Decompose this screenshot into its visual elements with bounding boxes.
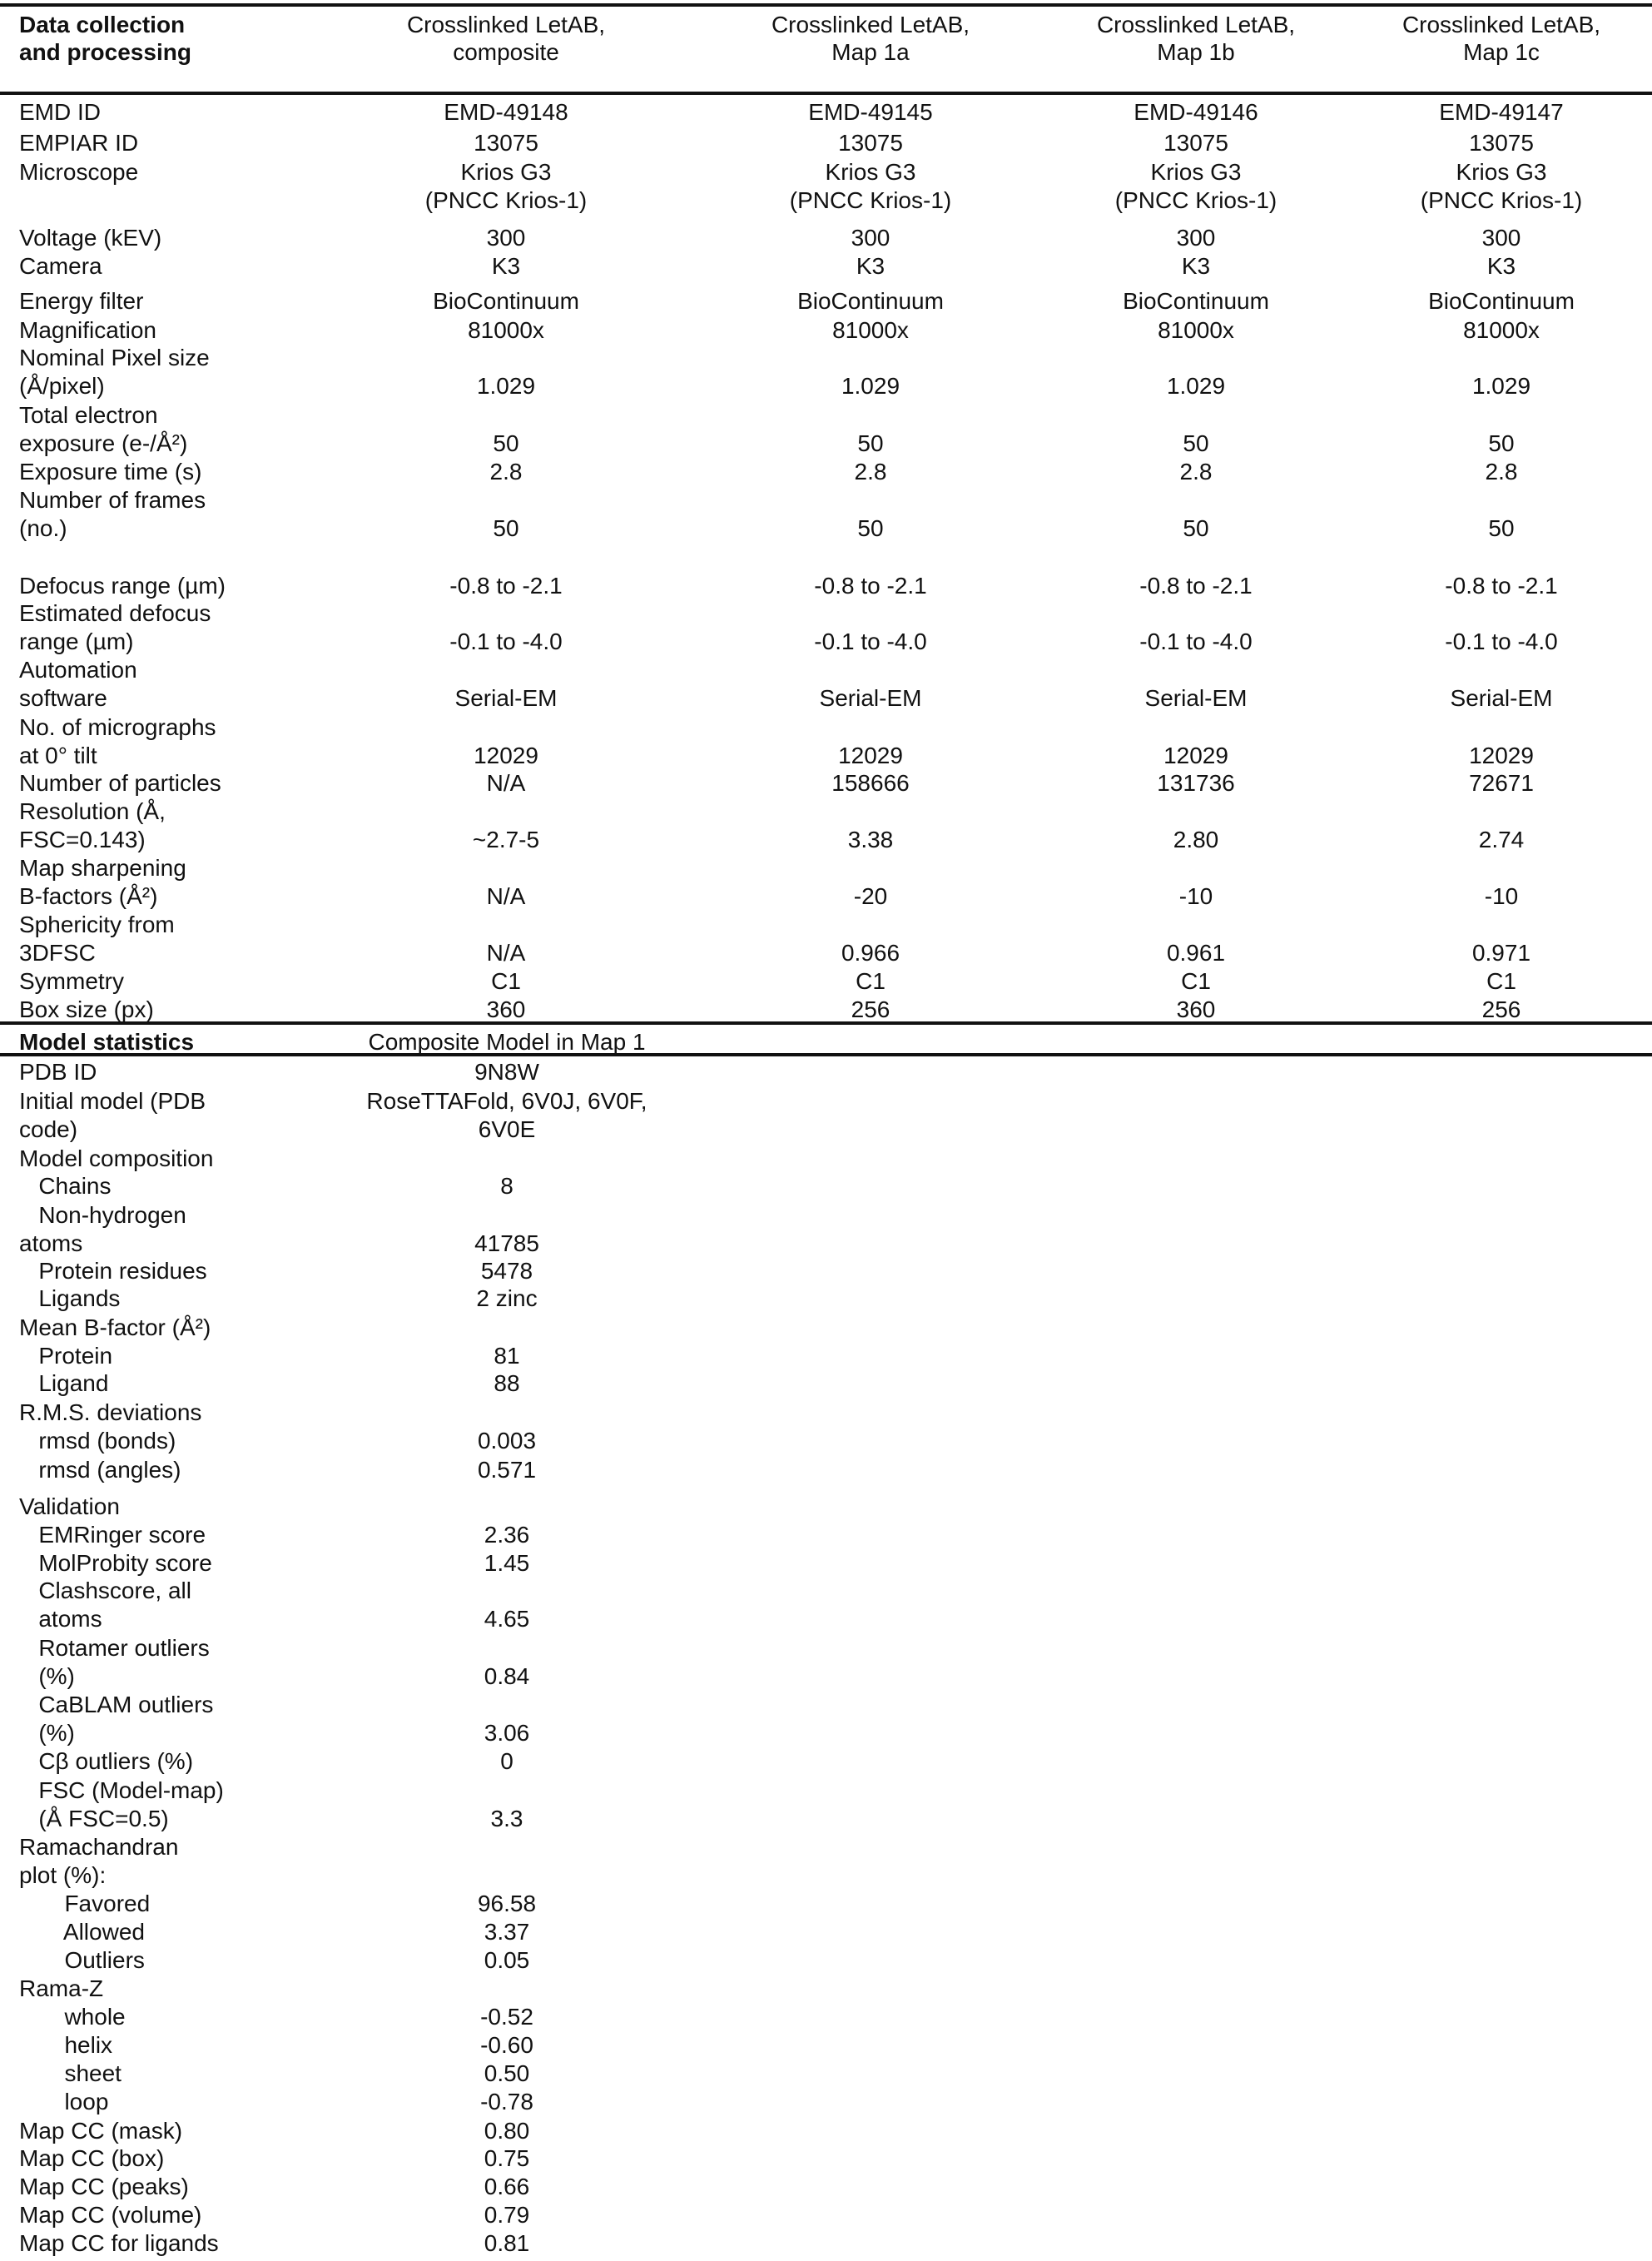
cell-value: Serial-EM: [1450, 685, 1553, 711]
row-label: Ramachandran: [19, 1834, 179, 1860]
cell-value: 88: [494, 1370, 520, 1396]
cell-value: K3: [1181, 253, 1211, 279]
cell-value: 72671: [1469, 770, 1534, 796]
cell-value: 8: [500, 1173, 513, 1199]
cell-value: 3.06: [484, 1720, 530, 1746]
cell-value: 50: [1183, 430, 1209, 456]
row-label: EMD ID: [19, 99, 101, 125]
cell-value: -0.1 to -4.0: [814, 629, 927, 654]
row-label: helix: [19, 2032, 113, 2058]
cell-value: (PNCC Krios-1): [789, 187, 952, 213]
cell-value: K3: [856, 253, 886, 279]
cell-value: -0.8 to -2.1: [1139, 573, 1253, 599]
row-label: (Å FSC=0.5): [19, 1806, 169, 1831]
row-label: atoms: [19, 1606, 102, 1632]
row-label: Favored: [19, 1891, 151, 1916]
cell-value: 13075: [838, 130, 903, 156]
cell-value: BioContinuum: [1123, 288, 1269, 314]
cell-value: 13075: [1469, 130, 1534, 156]
section-rule-bottom: [0, 1053, 1652, 1056]
row-label: code): [19, 1116, 78, 1142]
cell-value: -0.8 to -2.1: [814, 573, 927, 599]
row-label: (Å/pixel): [19, 373, 105, 399]
cell-value: N/A: [486, 770, 526, 796]
cell-value: 13075: [1163, 130, 1228, 156]
row-label: Box size (px): [19, 996, 154, 1022]
row-label: EMRinger score: [19, 1522, 206, 1548]
row-label: range (µm): [19, 629, 134, 654]
row-label: rmsd (angles): [19, 1457, 181, 1483]
cell-value: 1.029: [1471, 373, 1531, 399]
section-title-data-collection: and processing: [19, 39, 191, 65]
cell-value: 12029: [838, 743, 903, 768]
cell-value: BioContinuum: [797, 288, 944, 314]
section-title-model-statistics: Model statistics: [19, 1029, 195, 1055]
cell-value: 1.029: [476, 373, 536, 399]
row-label: Sphericity from: [19, 912, 175, 937]
row-label: (%): [19, 1720, 75, 1746]
row-label: Symmetry: [19, 968, 124, 994]
row-label: Resolution (Å,: [19, 798, 166, 824]
row-label: Number of particles: [19, 770, 221, 796]
row-label: plot (%):: [19, 1862, 107, 1888]
row-label: CaBLAM outliers: [19, 1692, 214, 1717]
cell-value: C1: [856, 968, 886, 994]
cell-value: 0.003: [477, 1428, 537, 1454]
row-label: FSC=0.143): [19, 827, 146, 852]
cell-value: C1: [491, 968, 521, 994]
cell-value: 50: [1183, 515, 1209, 541]
row-label: Mean B-factor (Å²): [19, 1314, 211, 1340]
cell-value: 0.966: [841, 940, 900, 966]
cell-value: C1: [1486, 968, 1516, 994]
cell-value: 0.50: [484, 2060, 530, 2086]
row-label: Automation: [19, 657, 137, 683]
cell-value: 96.58: [477, 1891, 537, 1916]
row-label: Map CC for ligands: [19, 2230, 219, 2256]
row-label: Voltage (kEV): [19, 225, 162, 251]
cell-value: 12029: [474, 743, 538, 768]
cell-value: Krios G3: [825, 159, 916, 185]
cell-value: 300: [1481, 225, 1521, 251]
row-label: Exposure time (s): [19, 459, 202, 484]
row-label: Cβ outliers (%): [19, 1748, 194, 1774]
row-label: Model composition: [19, 1145, 214, 1171]
cell-value: 50: [857, 515, 884, 541]
column-header: composite: [453, 39, 559, 65]
header-rule: [0, 92, 1652, 95]
cell-value: 81000x: [468, 317, 544, 343]
column-header: Map 1b: [1157, 39, 1235, 65]
cell-value: 0.05: [484, 1947, 530, 1973]
row-label: at 0° tilt: [19, 743, 97, 768]
cell-value: Serial-EM: [1144, 685, 1248, 711]
cell-value: 50: [1488, 515, 1515, 541]
row-label: EMPIAR ID: [19, 130, 139, 156]
row-label: FSC (Model-map): [19, 1777, 224, 1803]
row-label: (no.): [19, 515, 67, 541]
cell-value: 50: [493, 430, 519, 456]
cell-value: EMD-49147: [1439, 99, 1564, 125]
cell-value: 300: [1176, 225, 1216, 251]
cell-value: 0.75: [484, 2145, 530, 2171]
cell-value: 2.74: [1478, 827, 1525, 852]
cell-value: 3.38: [847, 827, 894, 852]
cell-value: 81000x: [1158, 317, 1234, 343]
row-label: PDB ID: [19, 1059, 97, 1085]
cell-value: 2.80: [1173, 827, 1219, 852]
model-column-header: Composite Model in Map 1: [368, 1029, 646, 1055]
cell-value: -10: [1484, 883, 1519, 909]
cell-value: BioContinuum: [433, 288, 579, 314]
row-label: (%): [19, 1663, 75, 1689]
cell-value: 5478: [480, 1258, 533, 1284]
row-label: atoms: [19, 1230, 83, 1256]
cell-value: Krios G3: [1456, 159, 1547, 185]
cell-value: -0.52: [480, 2004, 533, 2030]
cell-value: 0.961: [1166, 940, 1226, 966]
cell-value: Serial-EM: [819, 685, 922, 711]
cell-value: -0.8 to -2.1: [1445, 573, 1558, 599]
row-label: rmsd (bonds): [19, 1428, 176, 1454]
cell-value: 0.66: [484, 2174, 530, 2199]
cell-value: (PNCC Krios-1): [424, 187, 588, 213]
cell-value: N/A: [486, 940, 526, 966]
cell-value: 0: [500, 1748, 513, 1774]
column-header: Map 1c: [1463, 39, 1540, 65]
row-label: Ligands: [19, 1285, 121, 1311]
row-label: sheet: [19, 2060, 122, 2086]
row-label: Map CC (box): [19, 2145, 165, 2171]
row-label: 3DFSC: [19, 940, 96, 966]
cell-value: -0.60: [480, 2032, 533, 2058]
column-header: Crosslinked LetAB,: [1401, 12, 1601, 37]
cell-value: -0.1 to -4.0: [1139, 629, 1253, 654]
row-label: Outliers: [19, 1947, 145, 1973]
row-label: loop: [19, 2089, 109, 2114]
row-label: Allowed: [19, 1919, 145, 1945]
row-label: Rama-Z: [19, 1975, 104, 2001]
cell-value: 2.8: [1485, 459, 1518, 484]
cell-value: 300: [851, 225, 890, 251]
cell-value: 50: [857, 430, 884, 456]
cell-value: 0.81: [484, 2230, 530, 2256]
row-label: MolProbity score: [19, 1550, 212, 1576]
cell-value: (PNCC Krios-1): [1114, 187, 1277, 213]
cell-value: 256: [1481, 996, 1521, 1022]
cell-value: 256: [851, 996, 890, 1022]
column-header: Map 1a: [831, 39, 910, 65]
cell-value: 2.8: [854, 459, 887, 484]
cell-value: 6V0E: [478, 1116, 536, 1142]
column-header: Crosslinked LetAB,: [406, 12, 606, 37]
cell-value: C1: [1181, 968, 1211, 994]
column-header: Crosslinked LetAB,: [1096, 12, 1296, 37]
cell-value: 1.029: [841, 373, 900, 399]
cell-value: ~2.7-5: [472, 827, 540, 852]
row-label: Rotamer outliers: [19, 1635, 210, 1661]
cell-value: 158666: [831, 770, 910, 796]
row-label: Total electron: [19, 402, 158, 428]
row-label: Map CC (volume): [19, 2202, 202, 2228]
cell-value: Krios G3: [460, 159, 552, 185]
cell-value: 0.79: [484, 2202, 530, 2228]
cell-value: 0.84: [484, 1663, 530, 1689]
row-label: whole: [19, 2004, 126, 2030]
cell-value: 81: [494, 1343, 520, 1369]
row-label: Protein residues: [19, 1258, 207, 1284]
cell-value: (PNCC Krios-1): [1420, 187, 1583, 213]
row-label: Microscope: [19, 159, 139, 185]
row-label: No. of micrographs: [19, 714, 216, 740]
cell-value: 81000x: [1463, 317, 1540, 343]
row-label: Ligand: [19, 1370, 109, 1396]
row-label: Number of frames: [19, 487, 206, 513]
cell-value: EMD-49146: [1134, 99, 1258, 125]
cell-value: Serial-EM: [454, 685, 558, 711]
cell-value: RoseTTAFold, 6V0J, 6V0F,: [366, 1088, 647, 1114]
row-label: Camera: [19, 253, 102, 279]
cell-value: 50: [1488, 430, 1515, 456]
cell-value: BioContinuum: [1428, 288, 1575, 314]
row-label: exposure (e-/Å²): [19, 430, 188, 456]
cell-value: 1.029: [1166, 373, 1226, 399]
row-label: B-factors (Å²): [19, 883, 158, 909]
cell-value: 2.36: [484, 1522, 530, 1548]
cell-value: 2.8: [489, 459, 523, 484]
row-label: R.M.S. deviations: [19, 1399, 202, 1425]
cell-value: 9N8W: [474, 1059, 539, 1085]
cell-value: 0.571: [477, 1457, 537, 1483]
cell-value: 12029: [1469, 743, 1534, 768]
section-title-data-collection: Data collection: [19, 12, 186, 37]
row-label: Map CC (mask): [19, 2118, 183, 2144]
top-rule: [0, 3, 1652, 7]
cell-value: 4.65: [484, 1606, 530, 1632]
cell-value: -0.1 to -4.0: [1445, 629, 1558, 654]
row-label: Defocus range (µm): [19, 573, 226, 599]
column-header: Crosslinked LetAB,: [771, 12, 970, 37]
cell-value: -0.8 to -2.1: [449, 573, 563, 599]
row-label: Protein: [19, 1343, 113, 1369]
row-label: Energy filter: [19, 288, 144, 314]
cell-value: 1.45: [484, 1550, 530, 1576]
cell-value: 2 zinc: [476, 1285, 538, 1311]
cell-value: -20: [853, 883, 888, 909]
cell-value: -0.1 to -4.0: [449, 629, 563, 654]
cell-value: -10: [1178, 883, 1213, 909]
cell-value: 360: [486, 996, 526, 1022]
cell-value: 2.8: [1179, 459, 1213, 484]
row-label: Validation: [19, 1493, 120, 1519]
cell-value: Krios G3: [1150, 159, 1242, 185]
cell-value: 300: [486, 225, 526, 251]
row-label: Magnification: [19, 317, 156, 343]
cell-value: 81000x: [832, 317, 909, 343]
row-label: Clashscore, all: [19, 1578, 191, 1603]
row-label: Initial model (PDB: [19, 1088, 206, 1114]
cell-value: 131736: [1157, 770, 1235, 796]
cell-value: K3: [1486, 253, 1516, 279]
row-label: Chains: [19, 1173, 112, 1199]
cell-value: N/A: [486, 883, 526, 909]
cell-value: EMD-49145: [808, 99, 933, 125]
cell-value: 41785: [474, 1230, 539, 1256]
cell-value: 12029: [1163, 743, 1228, 768]
cell-value: EMD-49148: [444, 99, 568, 125]
row-label: Non-hydrogen: [19, 1202, 186, 1228]
cell-value: 13075: [474, 130, 538, 156]
cell-value: 3.3: [490, 1806, 523, 1831]
cell-value: -0.78: [480, 2089, 533, 2114]
cell-value: 0.80: [484, 2118, 530, 2144]
row-label: Map sharpening: [19, 855, 186, 881]
cell-value: K3: [491, 253, 521, 279]
row-label: software: [19, 685, 107, 711]
row-label: Map CC (peaks): [19, 2174, 189, 2199]
cell-value: 50: [493, 515, 519, 541]
row-label: Estimated defocus: [19, 600, 211, 626]
row-label: Nominal Pixel size: [19, 345, 210, 370]
cell-value: 360: [1176, 996, 1216, 1022]
cell-value: 3.37: [484, 1919, 530, 1945]
cell-value: 0.971: [1471, 940, 1531, 966]
